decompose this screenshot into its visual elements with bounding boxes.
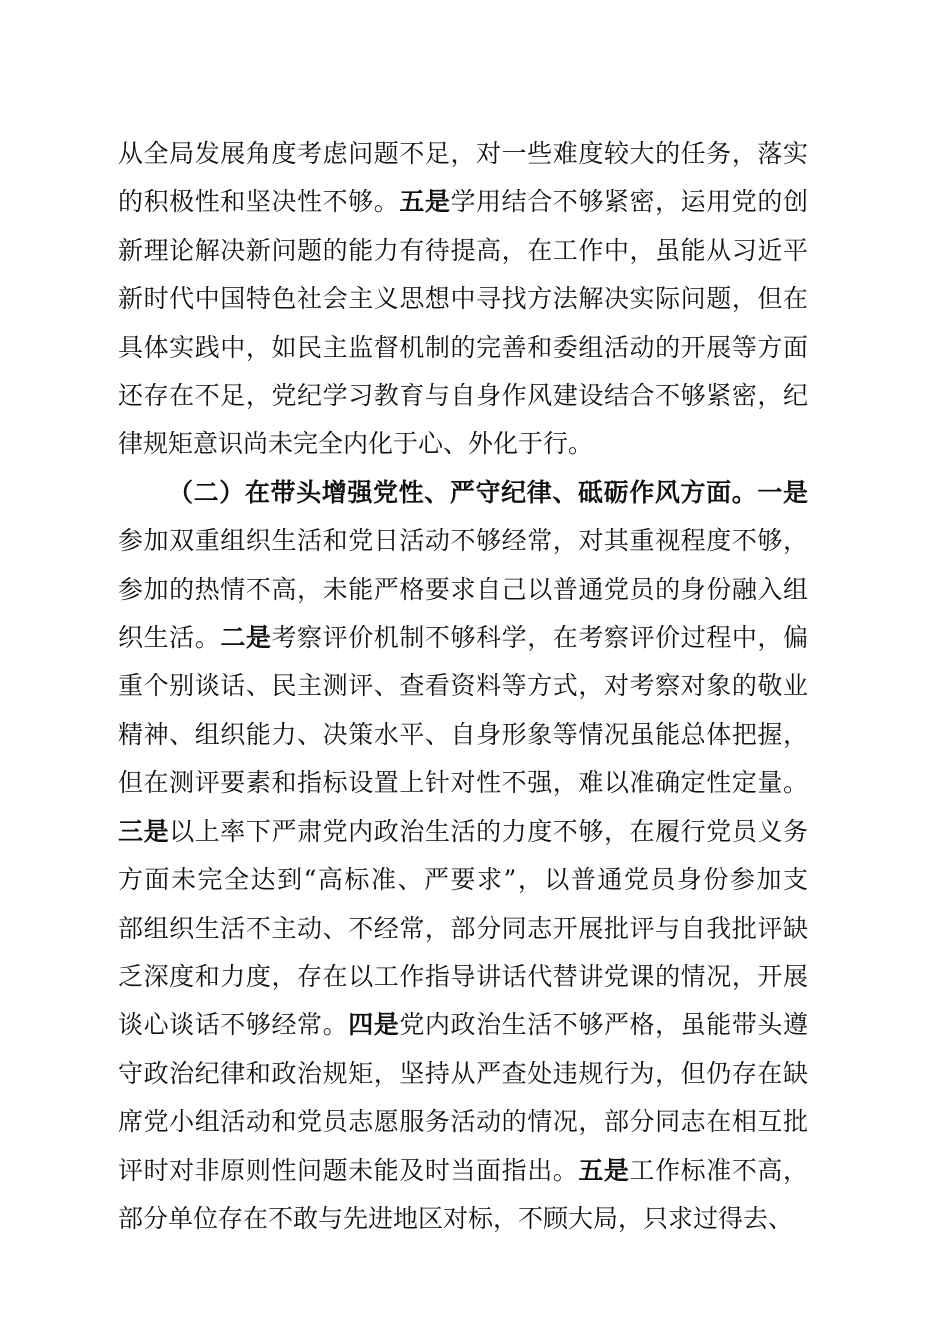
text-line (118, 905, 808, 953)
text-run: 席党小组活动和党员志愿服务活动的情况，部分同志在相互批 (118, 1107, 808, 1137)
text-line (118, 759, 808, 807)
bold-run: 五是 (578, 1155, 630, 1185)
text-line (118, 1001, 808, 1049)
text-line (118, 178, 808, 226)
text-run: 党内政治生活不够严格，虽能带头遵 (399, 1010, 808, 1040)
text-line (118, 711, 808, 759)
text-line (118, 662, 808, 710)
text-run: 从全局发展角度考虑问题不足，对一些难度较大的任务，落实 (118, 139, 808, 168)
text-run: 新时代中国特色社会主义思想中寻找方法解决实际问题，但在 (118, 284, 808, 314)
bold-run: 三是 (118, 816, 170, 846)
bold-run: 四是 (348, 1010, 400, 1040)
text-run: 部组织生活不主动、不经常，部分同志开展批评与自我批评缺 (118, 913, 808, 943)
text-run: 但在测评要素和指标设置上针对性不强，难以准确定性定量。 (118, 768, 808, 798)
text-run: 谈心谈话不够经常。 (118, 1010, 349, 1040)
text-line (118, 1147, 808, 1195)
text-run: 学用结合不够紧密，运用党的创 (450, 187, 808, 217)
text-run: 以上率下严肃党内政治生活的力度不够，在履行党员义务 (169, 816, 808, 846)
text-line (118, 614, 808, 662)
bold-run: （二）在带头增强党性、严守纪律、砥砺作风方面。一是 (168, 477, 808, 507)
text-run: 考察评价机制不够科学，在考察评价过程中，偏 (271, 623, 808, 653)
text-line (118, 953, 808, 1001)
text-run: 参加双重组织生活和党日活动不够经常，对其重视程度不够， (118, 526, 808, 556)
text-run: 精神、组织能力、决策水平、自身形象等情况虽能总体把握， (118, 719, 808, 749)
text-run: 乏深度和力度，存在以工作指导讲话代替讲党课的情况，开展 (118, 961, 808, 991)
document-body (118, 130, 808, 1243)
text-run: 工作标准不高， (629, 1155, 808, 1185)
text-run: 具体实践中，如民主监督机制的完善和委组活动的开展等方面 (118, 332, 808, 362)
text-line (118, 566, 808, 614)
paragraph-p1 (118, 130, 808, 469)
text-line (118, 324, 808, 372)
text-line (118, 1098, 808, 1146)
text-run: 方面未完全达到“高标准、严要求”，以普通党员身份参加支 (118, 865, 808, 895)
text-line (118, 130, 808, 178)
text-run: 还存在不足，党纪学习教育与自身作风建设结合不够紧密，纪 (118, 381, 808, 411)
text-line (118, 808, 808, 856)
text-line (118, 517, 808, 565)
text-line (118, 275, 808, 323)
text-run: 的积极性和坚决性不够。 (118, 187, 400, 217)
text-run: 守政治纪律和政治规矩，坚持从严查处违规行为，但仍存在缺 (118, 1058, 808, 1088)
paragraph-p2 (118, 469, 808, 1244)
text-run: 律规矩意识尚未完全内化于心、外化于行。 (118, 429, 594, 459)
text-line (118, 227, 808, 275)
text-line (118, 420, 808, 468)
bold-run: 五是 (399, 187, 451, 217)
text-run: 评时对非原则性问题未能及时当面指出。 (118, 1155, 579, 1185)
text-line (118, 856, 808, 904)
text-line (118, 469, 808, 517)
text-run: 部分单位存在不敢与先进地区对标，不顾大局，只求过得去、 (118, 1203, 794, 1233)
text-line (118, 372, 808, 420)
text-run: 织生活。 (118, 623, 221, 653)
text-run: 重个别谈话、民主测评、查看资料等方式，对考察对象的敬业 (118, 671, 808, 701)
bold-run: 二是 (220, 623, 272, 653)
text-run: 新理论解决新问题的能力有待提高，在工作中，虽能从习近平 (118, 235, 808, 265)
text-run: 参加的热情不高，未能严格要求自己以普通党员的身份融入组 (118, 574, 808, 604)
text-line (118, 1050, 808, 1098)
text-line (118, 1195, 808, 1243)
